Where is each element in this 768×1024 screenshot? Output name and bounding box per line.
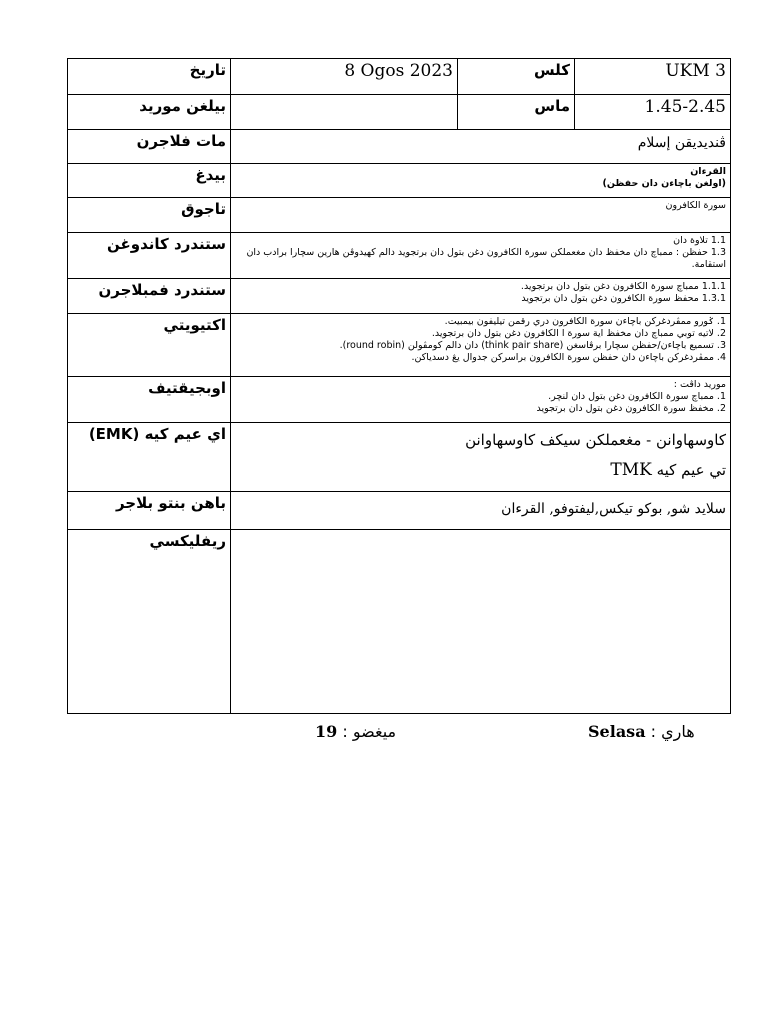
bilangan-label: بيلغن موريد <box>68 95 231 130</box>
objektif-line-1: 1. ممباچ سورة الكافرون دغن بتول دان لنچر. <box>548 391 726 402</box>
tarikh-label: تاريخ <box>68 59 231 95</box>
hari-label: هاري : <box>650 722 695 741</box>
tajuk-label: تاجوق <box>68 198 231 233</box>
lesson-plan-table <box>67 58 731 714</box>
masa-label: ماس <box>458 95 575 130</box>
bbm-label: باهن بنتو بلاجر <box>68 492 231 530</box>
bidang-line-1: القرءان <box>690 166 726 177</box>
sk-value <box>231 233 731 279</box>
emk-value <box>231 423 731 492</box>
bbm-value: سلايد شو, بوکو تيکس,ليفتوفو, القرءان <box>231 492 731 530</box>
kelas-value: UKM 3 <box>575 59 731 95</box>
aktiviti-line-1: 1. ݢورو ممڤردغركن باچاءن سورة الكافرون دري رقمن تيليفون بيمبيت. <box>444 316 726 327</box>
emk-label-latin: (EMK) <box>88 425 140 443</box>
emk-line-1: کاوسهاوانن - مغعملکن سيکف کاوسهاوانن <box>465 431 726 449</box>
bidang-line-2: (اولغن باچاءن دان حفظن) <box>602 178 726 189</box>
aktiviti-value <box>231 314 731 377</box>
aktiviti-line-2: 2. لاتيه توبي ممباچ دان مخفظ اية سورة ا الكافرون دغن بتول دان برتجويد. <box>431 328 726 339</box>
aktiviti-label: اكتيويتي <box>68 314 231 377</box>
aktiviti-line-4: 4. ممڤردغركن باچاءن دان حفظن سورة الكافرون براسرکن جدوال يڠ دسدياكن. <box>411 352 726 363</box>
sp-line-1: 1.1.1 ممباچ سورة الكافرون دغن بتول دان برتجويد. <box>520 281 726 292</box>
row-emk <box>68 423 731 492</box>
sk-line-1: 1.1 تلاوة دان <box>673 235 726 246</box>
bidang-value <box>231 164 731 198</box>
sk-line-2: 1.3 حفظن : ممباچ دان مخفظ دان مغعملكن سورة الكافرون دغن بتول دان برتجويد دالم کهيدوڤن هارين سچارا برادب دان استقامة. <box>246 247 726 270</box>
footer-minggu <box>315 722 396 741</box>
row-bbm <box>68 492 731 530</box>
hari-value: Selasa <box>588 722 646 741</box>
tajuk-value: سورة الكافرون <box>231 198 731 233</box>
row-tajuk <box>68 198 731 233</box>
emk-line-2-tmk: TMK <box>610 460 652 480</box>
tarikh-value: 8 Ogos 2023 <box>231 59 458 95</box>
mata-pelajaran-value: ڤنديديقن إسلام <box>231 130 731 164</box>
mata-pelajaran-label: مات فلاجرن <box>68 130 231 164</box>
aktiviti-line-3: 3. تسميع باچاءن/حفظن سچارا برڤاسغن (think pair share) دان دالم کومڤولن (round robin). <box>339 340 726 351</box>
row-standard-kandungan <box>68 233 731 279</box>
emk-line-2 <box>235 455 726 485</box>
refleksi-value <box>231 530 731 714</box>
minggu-value: 19 <box>315 722 338 741</box>
refleksi-label: ريفليكسي <box>68 530 231 714</box>
row-objektif <box>68 377 731 423</box>
sk-label: ستندرد كاندوغن <box>68 233 231 279</box>
emk-line-2-jawi: تي عيم کيه <box>656 461 726 479</box>
row-standard-pembelajaran <box>68 279 731 314</box>
objektif-line-2: 2. مخفظ سورة الكافرون دغن بتول دان برتجويد <box>536 403 726 414</box>
bidang-label: بيدغ <box>68 164 231 198</box>
minggu-label: ميغضو : <box>342 722 397 741</box>
row-refleksi <box>68 530 731 714</box>
sp-line-2: 1.3.1 محفظ سورة الكافرون دغن بتول دان برتجويد <box>521 293 726 304</box>
row-bilangan <box>68 95 731 130</box>
objektif-label: اوبجيقتيف <box>68 377 231 423</box>
emk-label-jawi: اي عيم کيه <box>144 425 226 443</box>
objektif-value <box>231 377 731 423</box>
row-tarikh <box>68 59 731 95</box>
row-mata-pelajaran <box>68 130 731 164</box>
emk-label <box>68 423 231 492</box>
footer-hari <box>588 722 695 741</box>
sp-label: ستندرد فمبلاجرن <box>68 279 231 314</box>
row-bidang <box>68 164 731 198</box>
bilangan-value <box>231 95 458 130</box>
row-aktiviti <box>68 314 731 377</box>
sp-value <box>231 279 731 314</box>
kelas-label: کلس <box>458 59 575 95</box>
masa-value: 1.45-2.45 <box>575 95 731 130</box>
objektif-line-0: موريد داڤت : <box>673 379 726 390</box>
